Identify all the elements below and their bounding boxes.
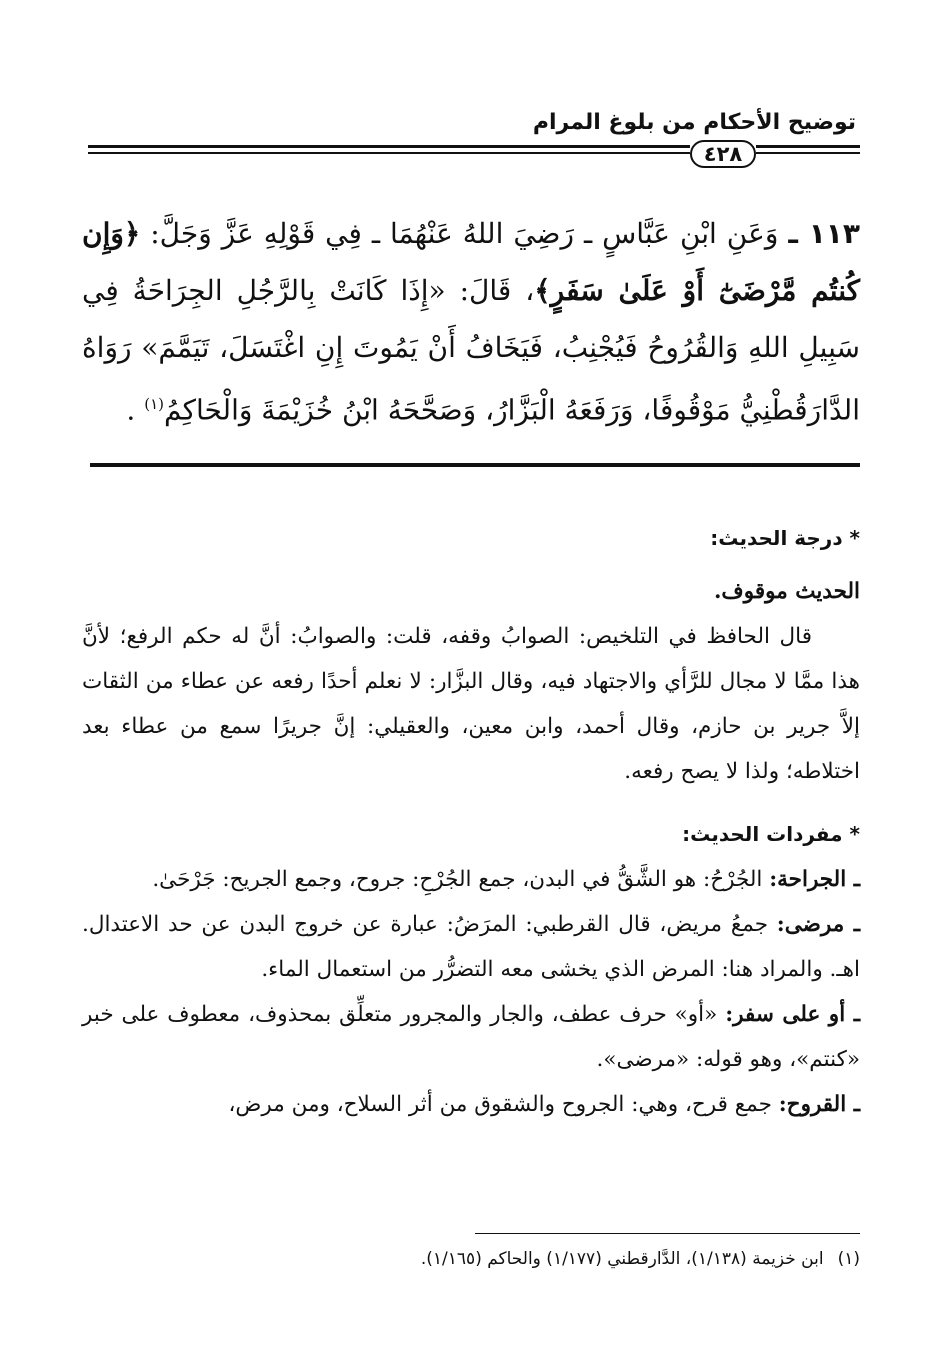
quran-quote: ﴿وَإِن كُنتُم مَّرْضَىٰٓ أَوْ عَلَىٰ سَفَرٍ﴾ xyxy=(82,217,861,307)
vocab-item-jiraha xyxy=(82,857,860,902)
section-separator xyxy=(90,463,860,467)
page-number: ٤٢٨ xyxy=(690,140,756,168)
vocab-item-safar xyxy=(82,992,860,1082)
vocab-term: ـ أو على سفر: xyxy=(725,1002,860,1027)
vocab-term: ـ مرضى: xyxy=(776,912,861,937)
grade-section xyxy=(82,516,860,794)
vocab-definition: جمع قرح، وهي: الجروح والشقوق من أثر السلاح، ومن مرض، xyxy=(228,1092,772,1117)
hadith-number: ١١٣ ـ xyxy=(788,217,860,250)
footnote-text: ابن خزيمة (١/١٣٨)، الدَّارقطني (١/١٧٧) والحاكم (١/١٦٥). xyxy=(420,1249,824,1269)
footnote-marker: (١) xyxy=(144,395,164,413)
grade-heading: * درجة الحديث: xyxy=(710,526,860,550)
vocab-item-marda xyxy=(82,902,860,992)
vocab-term: ـ القروح: xyxy=(778,1092,860,1117)
grade-paragraph: قال الحافظ في التلخيص: الصوابُ وقفه، قلت: والصوابُ: أنَّ له حكم الرفع؛ لأنَّ هذا ممَّا لا مجال للرَّأي والاجتهاد فيه، وقال البزَّار: لا نعلم أحدًا رفعه عن عطاء من الثقات إلاَّ جرير بن حازم، وقال أحمد، وابن معين، والعقيلي: إنَّ جريرًا سمع من عطاء بعد اختلاطه؛ ولذا لا يصح رفعه. xyxy=(82,624,860,784)
vocab-definition: الجُرْحُ: هو الشَّقُّ في البدن، جمع الجُرْحِ: جروح، وجمع الجريح: جَرْحَىٰ. xyxy=(152,867,763,892)
vocab-definition: «أو» حرف عطف، والجار والمجرور متعلِّق بمحذوف، معطوف على خبر «كنتم»، وهو قوله: «مرضى». xyxy=(82,1002,860,1072)
hadith-text xyxy=(82,205,860,438)
header-rule-top xyxy=(88,145,690,148)
vocab-section xyxy=(82,812,860,1127)
vocab-heading: * مفردات الحديث: xyxy=(682,822,860,846)
footnote-rule xyxy=(475,1233,860,1234)
vocab-term: ـ الجراحة: xyxy=(769,867,860,892)
hadith-end: . xyxy=(126,393,136,427)
hadith-body: ، قَالَ: «إِذَا كَانَتْ بِالرَّجُلِ الجِرَاحَةُ فِي سَبِيلِ اللهِ وَالقُرُوحُ فَيُجْنِبُ، فَيَخَافُ أَنْ يَمُوتَ إِنِ اغْتَسَلَ، تَيَمَّمَ» رَوَاهُ الدَّارَقُطْنِيُّ مَوْقُوفًا، وَرَفَعَهُ الْبَزَّارُ، وَصَحَّحَهُ ابْنُ خُزَيْمَةَ وَالْحَاكِمُ xyxy=(82,274,860,427)
header-rule-bottom-right xyxy=(756,152,860,154)
vocab-definition: جمعُ مريض، قال القرطبي: المرَضُ: عبارة عن خروج البدن عن حد الاعتدال. اهـ. والمراد هنا: المرض الذي يخشى معه التضرُّر من استعمال الماء. xyxy=(82,912,860,982)
footnote-number: (١) xyxy=(837,1249,860,1269)
running-title: توضيح الأحكام من بلوغ المرام xyxy=(532,110,856,135)
footnote xyxy=(421,1249,860,1269)
header-rule-top-right xyxy=(756,145,860,148)
grade-status: الحديث موقوف. xyxy=(713,579,860,604)
vocab-item-qurooh xyxy=(82,1082,860,1127)
hadith-line-1: وَعَنِ ابْنِ عَبَّاسٍ ـ رَضِيَ اللهُ عَنْهُمَا ـ فِي قَوْلِهِ عَزَّ وَجَلَّ: xyxy=(150,217,779,250)
header-rule-bottom xyxy=(88,152,690,154)
